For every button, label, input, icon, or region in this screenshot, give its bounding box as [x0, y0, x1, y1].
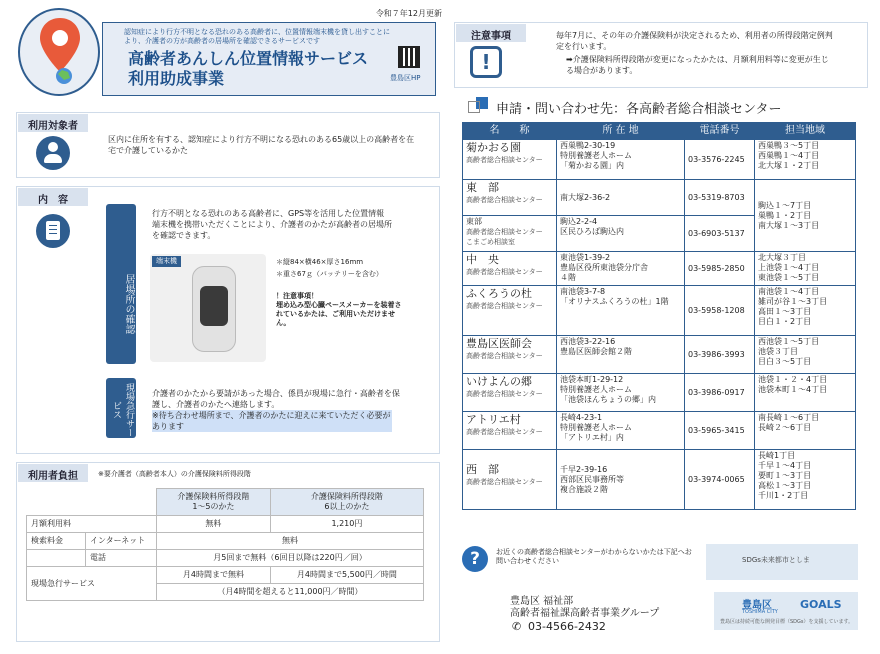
center-area: 駒込１～7丁目 巣鴨１・2丁目 南大塚１～3丁目 [755, 180, 856, 252]
table-row [463, 450, 856, 510]
content-tab: 内 容 [18, 188, 88, 206]
col-tel: 電話番号 [685, 123, 755, 140]
center-tel: 03-3986-3993 [685, 336, 755, 374]
document-icon [36, 214, 70, 248]
center-area: 西池袋１～5丁目 池袋３丁目 目白３～5丁目 [755, 336, 856, 374]
caution-text-1: 毎年7月に、その年の介護保険料が決定されるため、利用者の所得段階定例判定を行います。 [556, 31, 833, 51]
table-row [463, 140, 856, 180]
pacemaker-warning: ！注意事項！ 埋め込み型心臓ペースメーカーを装着されているかたは、ご利用いただけません。 [276, 292, 402, 327]
center-area: 池袋１・２・4丁目 池袋本町１～4丁目 [755, 374, 856, 412]
monthly-2: 1,210円 [270, 516, 423, 533]
rush-2: 月4時間まで5,500円／時間 [270, 567, 423, 584]
contact-heading: 申請・問い合わせ先：各高齢者総合相談センター [496, 102, 782, 117]
table-row [463, 412, 856, 450]
side-label-rush: 現場急行サービス [106, 378, 136, 438]
rush-label: 現場急行サービス [27, 567, 157, 601]
phone-label: 電話 [85, 550, 110, 566]
person-icon [36, 136, 70, 170]
col-area: 担当地域 [755, 123, 856, 140]
sdgs-goals: GOALS [800, 598, 842, 611]
center-name: 中 央 [466, 253, 499, 266]
center-sub: 高齢者総合相談センター [466, 268, 543, 276]
internet-val: 無料 [157, 533, 424, 550]
sdgs-title: SDGs未来都市としま [742, 556, 810, 564]
header-intro: 認知症により行方不明となる恐れのある高齢者に、位置情報端末機を貸し出すことにより、介護者の方が高齢者の居場所を確認できるサービスです [124, 28, 390, 45]
device-label: 端末機 [152, 256, 181, 267]
sdgs-note: 豊島区は持続可能な開発目標（SDGs）を支援しています。 [720, 619, 854, 625]
contact-table [462, 122, 856, 510]
center-name: ふくろうの杜 [466, 287, 532, 300]
internet-label [27, 533, 157, 550]
center-addr: 西池袋3-22-16 豊島区医師会館２階 [557, 336, 685, 374]
center-addr: 南大塚2-36-2 [557, 180, 685, 216]
center-sub: 高齢者総合相談センター [466, 428, 543, 436]
table-row [463, 252, 856, 286]
help-icon: ? [462, 546, 488, 572]
fee-table [26, 488, 424, 601]
center-sub: 高齢者総合相談センター [466, 302, 543, 310]
center-addr: 千早2-39-16 西部区民事務所等 複合施設２階 [557, 450, 685, 510]
center-tel: 03-3986-0917 [685, 374, 755, 412]
center-name: 東 部 [466, 181, 499, 194]
center-sub: 高齢者総合相談センター [466, 352, 543, 360]
help-text: お近くの高齢者総合相談センターがわからないかたは下記へお問い合わせください [496, 548, 692, 565]
center-name: 豊島区医師会 [466, 337, 532, 350]
center-area: 北大塚３丁目 上池袋１～4丁目 東池袋１～5丁目 [755, 252, 856, 286]
table-row [463, 180, 856, 216]
search-label: 検索料金 [31, 536, 63, 545]
rush-desc: 介護者のかたから要請があった場合、係員が現場に急行・高齢者を保護し、介護者のかたへ連絡します。 [152, 389, 400, 409]
center-tel: 03-6903-5137 [685, 216, 755, 252]
center-addr: 駒込2-2-4 区民ひろば駒込内 [557, 216, 685, 252]
alert-icon: ! [470, 46, 502, 78]
update-date: 令和７年12月更新 [375, 9, 442, 18]
center-name: 東部 [466, 217, 482, 226]
location-desc: 行方不明となる恐れのある高齢者に、GPS等を活用した位置情報端末機を携帯いただくことにより、介護者のかたが高齢者の居場所を確認できます。 [152, 209, 392, 240]
phone-val: 月5回まで無料（6回目以降は220円／回） [157, 550, 424, 567]
city-logo: 豊島区 [742, 600, 772, 611]
col-name: 名 称 [463, 123, 557, 140]
device-image [150, 254, 266, 362]
center-tel: 03-5319-8703 [685, 180, 755, 216]
table-row [463, 374, 856, 412]
internet-item: インターネット [85, 533, 149, 549]
phone-icon: ✆ [512, 620, 522, 633]
center-area: 南池袋１～4丁目 雑司が谷１～3丁目 高田１～3丁目 目白１・2丁目 [755, 286, 856, 336]
col-addr: 所 在 地 [557, 123, 685, 140]
device-spec-size: ＊縦84×横46×厚さ16mm [276, 258, 364, 266]
center-area: 長崎1丁目 千早１～4丁目 要町１～3丁目 高松１～3丁目 千川1・2丁目 [755, 450, 856, 510]
target-tab: 利用対象者 [18, 114, 88, 132]
city-logo-en: TOSHIMA CITY [742, 609, 778, 615]
center-addr: 東池袋1-39-2 豊島区役所東池袋分庁舎 ４階 [557, 252, 685, 286]
page-title: 高齢者あんしん位置情報サービス [128, 49, 369, 68]
fee-col-2: 介護保険料所得段階 6以上のかた [270, 489, 423, 516]
center-sub: 高齢者総合相談センター こまごめ相談室 [466, 228, 543, 246]
fee-tab: 利用者負担 [18, 464, 88, 482]
center-area: 西巣鴨３～5丁目 西巣鴨１～4丁目 北大塚１・2丁目 [755, 140, 856, 180]
center-name: 菊かおる園 [466, 141, 521, 154]
caution-text-2: ➡介護保険料所得段階が変更になったかたは、月額利用料等に変更が生じる場合があります。 [566, 55, 829, 75]
center-tel: 03-5985-2850 [685, 252, 755, 286]
caution-tab: 注意事項 [456, 24, 526, 42]
center-sub: 高齢者総合相談センター [466, 196, 543, 204]
center-addr: 池袋本町1-29-12 特別養護老人ホーム 「池袋ほんちょうの郷」内 [557, 374, 685, 412]
center-addr: 南池袋3-7-8 「オリナスふくろうの杜」1階 [557, 286, 685, 336]
page-subtitle: 利用助成事業 [128, 69, 225, 88]
rush-note: ※待ち合わせ場所まで、介護者のかたに迎えに来ていただく必要があります [152, 411, 391, 431]
contact-bullet-outline [468, 101, 480, 113]
qr-code [398, 46, 420, 68]
location-pin-icon [38, 16, 82, 86]
center-addr: 長崎4-23-1 特別養護老人ホーム 「アトリエ村」内 [557, 412, 685, 450]
center-sub: 高齢者総合相談センター [466, 478, 543, 486]
table-row [463, 336, 856, 374]
rush-1: 月4時間まで無料 [157, 567, 271, 584]
dept-name: 豊島区 福祉部 [510, 596, 574, 607]
monthly-label: 月額利用料 [27, 516, 157, 533]
center-tel: 03-5965-3415 [685, 412, 755, 450]
phone-row-label [27, 550, 157, 567]
center-addr: 西巣鴨2-30-19 特別養護老人ホーム 「菊かおる園」内 [557, 140, 685, 180]
center-name: アトリエ村 [466, 413, 521, 426]
center-area: 南長崎１～6丁目 長崎２～6丁目 [755, 412, 856, 450]
center-sub: 高齢者総合相談センター [466, 156, 543, 164]
center-sub: 高齢者総合相談センター [466, 390, 543, 398]
rush-over: （月4時間を超えると11,000円／時間） [157, 584, 424, 601]
fee-note: ※要介護者（高齢者本人）の介護保険料所得段階 [98, 470, 251, 478]
fee-col-1: 介護保険料所得段階 1～5のかた [157, 489, 271, 516]
center-tel: 03-3974-0065 [685, 450, 755, 510]
table-row [463, 286, 856, 336]
side-label-location: 居場所の確認 [106, 204, 136, 364]
monthly-1: 無料 [157, 516, 271, 533]
center-name: いけよんの郷 [466, 375, 532, 388]
hp-label: 豊島区HP [390, 74, 421, 82]
center-name: 西 部 [466, 463, 499, 476]
center-tel: 03-3576-2245 [685, 140, 755, 180]
device-spec-weight: ＊重さ67ｇ（バッテリーを含む） [276, 270, 383, 278]
contact-tel: 03-4566-2432 [528, 620, 606, 633]
target-text: 区内に住所を有する、認知症により行方不明になる恐れのある65歳以上の高齢者を在宅で介護しているかた [108, 135, 415, 155]
center-tel: 03-5958-1208 [685, 286, 755, 336]
dept-group: 高齢者福祉課高齢者事業グループ [510, 608, 660, 619]
